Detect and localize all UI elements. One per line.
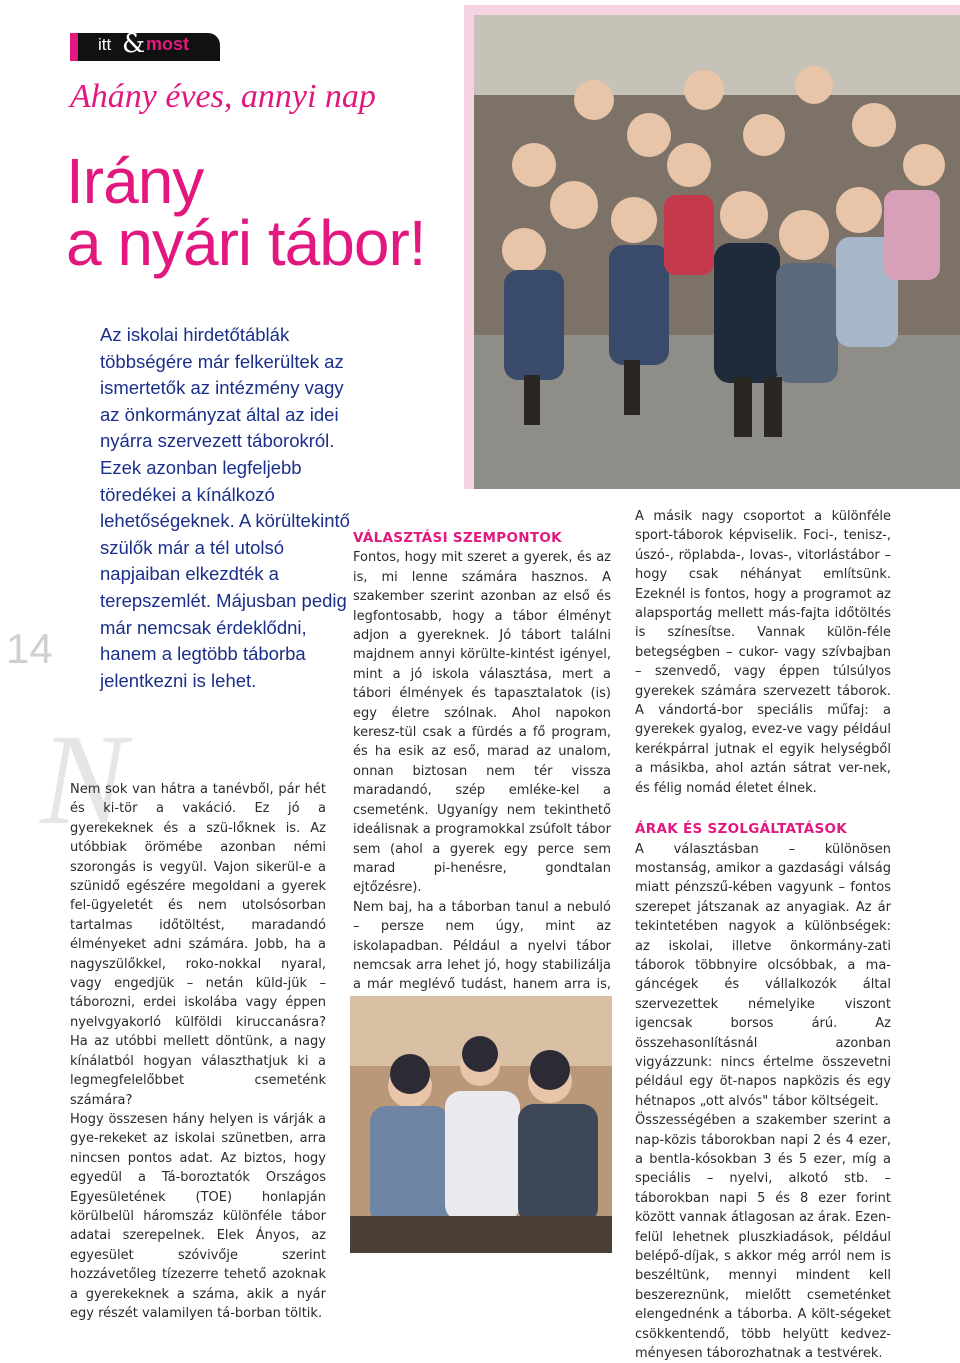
photo-frame xyxy=(464,5,960,489)
article-column-3 xyxy=(635,507,891,1363)
article-column-2 xyxy=(353,529,611,1072)
drop-cap: N xyxy=(40,708,127,852)
masthead-accent xyxy=(70,33,78,61)
section-heading-prices: ÁRAK ÉS SZOLGÁLTATÁSOK xyxy=(635,821,848,838)
col3-paragraph-3: Összességében a szakember szerint a nap-közis táborokban napi 2 és 4 ezer, a bentla-kósokban 3 és 5 ezer, míg a speciális – nyelvi, alkotó stb. – táborokban napi 5 és 8 ezer forint között vannak átlagosan az árak. Ezen-felül lehetnek pluszkiadások, például belépő-díjak, s akkor még arról nem is beszéltünk, mennyi mindent kell beszereznünk, mielőtt csemeténket elengednénk a táborba. A költ-ségeket csökkentendő, több helyütt kedvez-ményesen táborozhatnak a testvérek. xyxy=(635,1113,891,1362)
article-column-1 xyxy=(70,780,326,1323)
col3-paragraph-2: A választásban – különösen mostanság, amikor a gazdasági válság miatt pénzszű-kében vagyunk – fontos szerepet játszanak az anyagiak. Az ár tekintetében nagyok a különbségek: az iskolai, illetve önkormány-zati táborok többnyire olcsóbbak, a ma-gáncégek és vállalkozók által szervezettek némelyike viszont igencsak borsos árú. Az összehasonlításnál azonban vigyázzunk: nincs értelme összevetni például egy öt-napos napközis és egy hétnapos „ott alvós" tábor költségeit. xyxy=(635,841,891,1109)
section-subtitle: Ahány éves, annyi nap xyxy=(70,78,376,115)
masthead-most: most xyxy=(146,34,190,54)
col1-paragraph-1: Nem sok van hátra a tanévből, pár hét és ki-tör a vakáció. Ez jó a gyerekeknek és a szü-lőknek is. Az utóbbiak örömébe azonban némi szorongás is vegyül. Vajon sikerül-e a szünidő egészére megoldani a gyerek fel-ügyeletét és nem utolsósorban tartalmas időtöltést, maradandó élményeket adni számára. Jobb, ha a nagyszülőkkel, roko-nokkal nyaral, vagy engedjük – netán küld-jük – táborozni, erdei iskolába vagy éppen nyelvgyakorló külföldi kiruccanásra? Ha az utóbbi mellett döntünk, a nagy kínálatból hogyan választhatjuk ki a legmegfelelőbbet csemeténk számára? xyxy=(70,782,326,1108)
masthead-itt: itt xyxy=(98,35,112,54)
title-line-2: a nyári tábor! xyxy=(66,207,426,279)
page-title xyxy=(66,145,426,279)
col2-paragraph-1: Fontos, hogy mit szeret a gyerek, és az is, mi lenne számára hasznos. A szakember szerint azonban az első és legfontosabb, hogy a tábor élményt adjon a gyereknek. Jó tábort találni majdnem annyi körülte-kintést igényel, mint a jó iskola választása, mert a tábori élmények és tapasztalatok (is) egy életre szólnak. Ahol napokon keresz-tül csak a fürdés a fő program, és ha esik az eső, marad az unalom, onnan biztosan nem tér vissza maradandó, szép emléke-kel a csemeténk. Ugyanígy nem tekinthető ideálisnak a programokkal zsúfolt tábor sem (ahol a gyerek egy perce sem marad pi-henésre, gondtalan ejtőzésre). xyxy=(353,550,611,896)
page-number: 14 xyxy=(6,625,53,672)
masthead-logo xyxy=(70,29,220,61)
col3-paragraph-1: A másik nagy csoportot a különféle sport-táborok képviselik. Foci-, tenisz-, úszó-, röplabda-, lovas-, vitorlástábor – hogy csak néhányat említsünk. Ezeknél is fontos, hogy a programot az alapsportág mellett más-fajta időtöltés is színesítse. Vannak külön-féle betegségben – cukor- vagy szívbajban – szenvedő, vagy éppen túlsúlyos gyerekek számára szervezett táborok. A vándortá-bor speciális műfaj: a gyerekek gyalog, evez-ve vagy például kerékpárral jutnak el egyik helységből a másikba, ahol aztán sátrat ver-nek, és félig nomád életet élnek. xyxy=(635,509,891,796)
title-line-1: Irány xyxy=(66,145,204,217)
kids-gaming-photo xyxy=(350,996,612,1253)
col2-paragraph-2: Nem baj, ha a táborban tanul a nebuló – persze nem úgy, mint az iskolapadban. Például a nyelvi tábor nemcsak arra lehet jó, hogy stabilizálja a már meglévő tudást, hanem arra is, xyxy=(353,899,611,993)
section-heading-criteria: VÁLASZTÁSI SZEMPONTOK xyxy=(353,530,562,546)
lead-paragraph: Az iskolai hirdetőtáblák többségére már felkerültek az ismertetők az intézmény vagy az önkormányzat által az idei nyárra szervezett táborokról. Ezek azonban legfeljebb töredékei a kínálkozó lehetőségeknek. A körültekintő szülők már a tél utolsó napjaiban elkezdték a terepszemlét. Májusban pedig már nemcsak érdeklődni, hanem a legtöbb táborba jelentkezni is lehet. xyxy=(100,324,350,691)
kids-photo-illustration xyxy=(350,996,612,1253)
masthead-ampersand: & xyxy=(122,29,146,59)
camp-group-photo xyxy=(464,5,960,489)
col1-paragraph-2: Hogy összesen hány helyen is várják a gye-rekeket az iskolai szünetben, arra nincsen pontos adat. Az biztos, hogy egyedül a Tá-boroztatók Országos Egyesületének (TOE) honlapján körülbelül háromszáz különféle tábor adatai szerepelnek. Elek Ányos, az egyesület szóvivője szerint hozzávetőleg tízezerre tehető azoknak a gyerekeknek a száma, akik a nyár egy részét valamilyen tá-borban töltik. xyxy=(70,1111,326,1321)
